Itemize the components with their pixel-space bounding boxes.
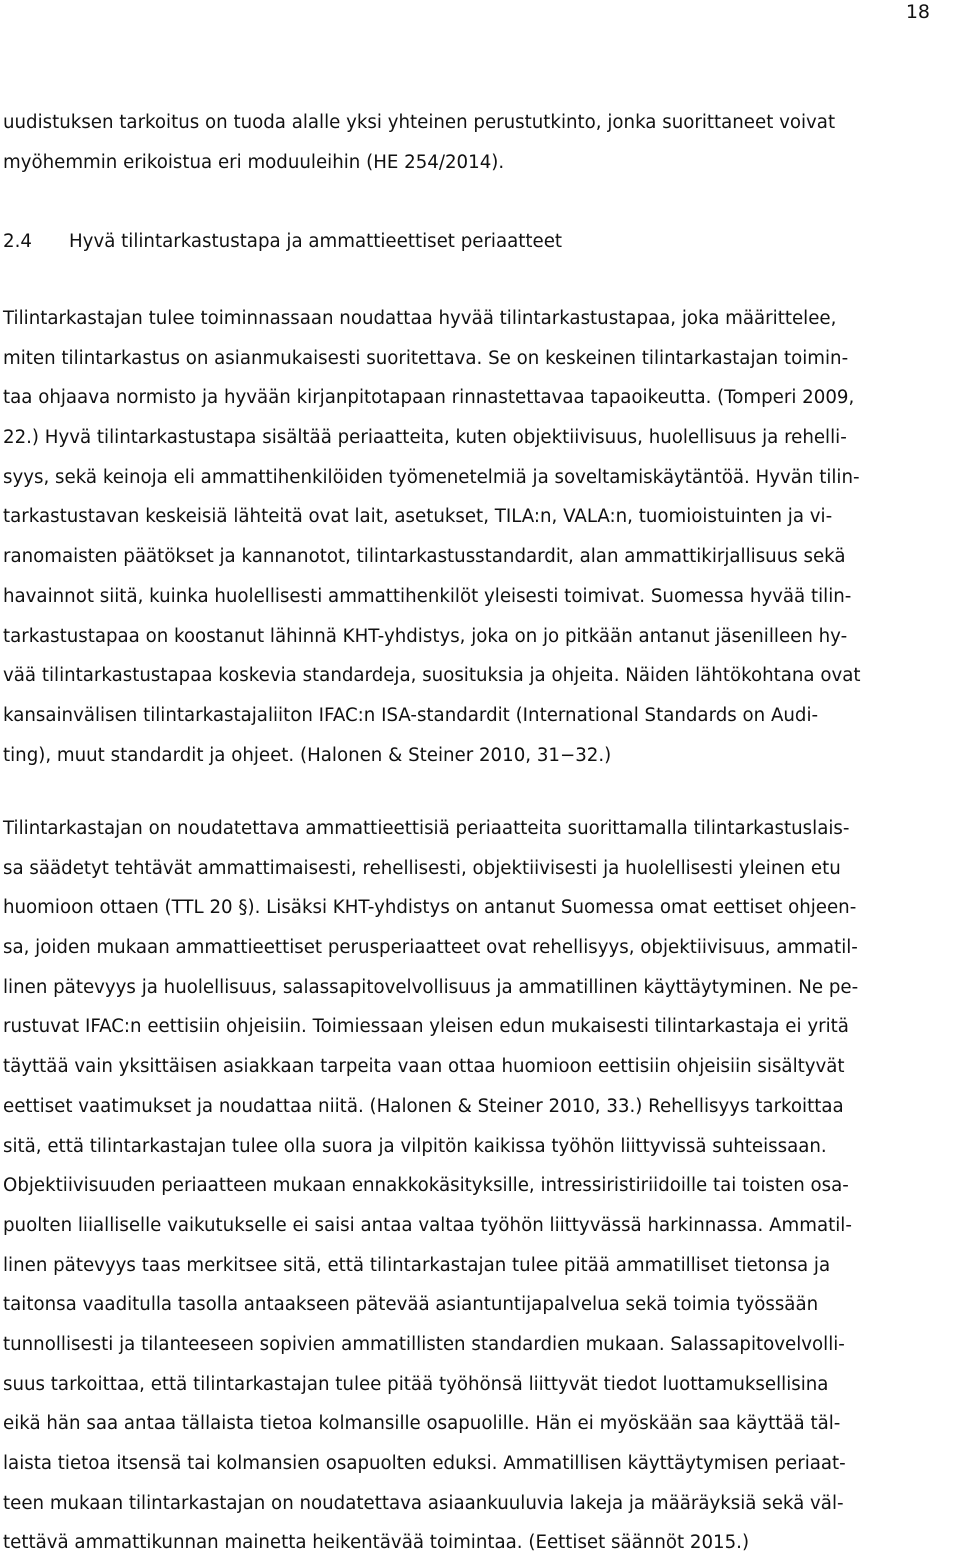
text-line: Tilintarkastajan on noudatettava ammattieettisiä periaatteita suorittamalla tilintarkastuslais-: [3, 818, 850, 839]
text-line: tettävä ammattikunnan mainetta heikentävää toimintaa. (Eettiset säännöt 2015.): [3, 1532, 750, 1554]
text-line: suus tarkoittaa, että tilintarkastajan tulee pitää työhönsä liittyvät tiedot luottamuksellisina: [3, 1373, 829, 1395]
text-line: laista tietoa itsensä tai kolmansien osapuolten eduksi. Ammatillisen käyttäytymisen periaat-: [3, 1453, 846, 1474]
text-line: vää tilintarkastustapaa koskevia standardeja, suosituksia ja ohjeita. Näiden lähtökohtana ovat: [3, 665, 861, 687]
text-line: syys, sekä keinoja eli ammattihenkilöiden työmenetelmiä ja soveltamiskäytäntöä. Hyvän tilin-: [3, 466, 860, 488]
text-line: eikä hän saa antaa tällaista tietoa kolmansille osapuolille. Hän ei myöskään saa käyttää täl-: [3, 1413, 841, 1435]
text-line: sa, joiden mukaan ammattieettiset perusperiaatteet ovat rehellisyys, objektiivisuus, ammatil-: [3, 937, 858, 959]
text-line: taitonsa vaaditulla tasolla antaakseen pätevää asiantuntijapalvelua sekä toimia työssään: [3, 1294, 819, 1316]
text-line: kansainvälisen tilintarkastajaliiton IFAC:n ISA-standardit (International Standards on Audi-: [3, 704, 819, 726]
text-line: myöhemmin erikoistua eri moduuleihin (HE 254/2014).: [3, 151, 505, 173]
text-line: ranomaisten päätökset ja kannanotot, tilintarkastusstandardit, alan ammattikirjallisuus sekä: [3, 546, 846, 568]
text-line: rustuvat IFAC:n eettisiin ohjeisiin. Toimiessaan yleisen edun mukaisesti tilintarkastaja ei yritä: [3, 1016, 849, 1038]
text-line: sa säädetyt tehtävät ammattimaisesti, rehellisesti, objektiivisesti ja huolellisesti yleinen etu: [3, 857, 841, 879]
intro-paragraph: [3, 103, 953, 182]
text-line: sitä, että tilintarkastajan tulee olla suora ja vilpitön kaikissa työhön liittyvissä suhteissaan.: [3, 1135, 827, 1157]
text-line: 22.) Hyvä tilintarkastustapa sisältää periaatteita, kuten objektiivisuus, huolellisuus ja rehelli-: [3, 427, 847, 449]
text-line: ting), muut standardit ja ohjeet. (Halonen & Steiner 2010, 31−32.): [3, 744, 612, 766]
text-line: tunnollisesti ja tilanteeseen sopivien ammatillisten standardien mukaan. Salassapitovelvolli-: [3, 1333, 845, 1355]
text-line: teen mukaan tilintarkastajan on noudatettava asiaankuuluvia lakeja ja määräyksiä sekä väl-: [3, 1492, 844, 1514]
section-title: Hyvä tilintarkastustapa ja ammattieettiset periaatteet: [69, 231, 563, 252]
text-line: tarkastustavan keskeisiä lähteitä ovat lait, asetukset, TILA:n, VALA:n, tuomioistuinten ja vi-: [3, 506, 833, 528]
text-line: täyttää vain yksittäisen asiakkaan tarpeita vaan ottaa huomioon eettisiin ohjeisiin sisältyvät: [3, 1056, 845, 1078]
text-line: puolten liialliselle vaikutukselle ei saisi antaa valtaa työhön liittyvässä harkinnassa. Ammatil-: [3, 1214, 852, 1236]
text-line: uudistuksen tarkoitus on tuoda alalle yksi yhteinen perustutkinto, jonka suorittaneet voivat: [3, 112, 836, 133]
text-line: havainnot siitä, kuinka huolellisesti ammattihenkilöt yleisesti toimivat. Suomessa hyvää tilin-: [3, 585, 852, 607]
text-line: miten tilintarkastus on asianmukaisesti suoritettava. Se on keskeinen tilintarkastajan toimin-: [3, 347, 849, 369]
section-number: 2.4: [3, 231, 32, 252]
text-line: Objektiivisuuden periaatteen mukaan ennakkokäsityksille, intressiristiriidoille tai toisten osa-: [3, 1175, 849, 1197]
text-line: linen pätevyys taas merkitsee sitä, että tilintarkastajan tulee pitää ammatilliset tietonsa ja: [3, 1254, 831, 1276]
text-line: linen pätevyys ja huolellisuus, salassapitovelvollisuus ja ammatillinen käyttäytyminen. Ne pe-: [3, 976, 859, 998]
paragraph-ammattieettiset-periaatteet: [3, 809, 953, 1563]
text-line: taa ohjaava normisto ja hyvään kirjanpitotapaan rinnastettavaa tapaoikeutta. (Tomperi 2009,: [3, 387, 855, 409]
text-line: tarkastustapaa on koostanut lähinnä KHT-yhdistys, joka on jo pitkään antanut jäsenilleen hy-: [3, 625, 848, 647]
text-line: huomioon ottaen (TTL 20 §). Lisäksi KHT-yhdistys on antanut Suomessa omat eettiset ohjeen-: [3, 897, 857, 919]
paragraph-hyva-tilintarkastustapa: [3, 299, 953, 775]
section-heading: [3, 222, 953, 262]
page-number: 18: [905, 1, 930, 23]
text-line: Tilintarkastajan tulee toiminnassaan noudattaa hyvää tilintarkastustapaa, joka määrittelee,: [3, 308, 837, 329]
text-line: eettiset vaatimukset ja noudattaa niitä. (Halonen & Steiner 2010, 33.) Rehellisyys tarkoittaa: [3, 1095, 844, 1117]
